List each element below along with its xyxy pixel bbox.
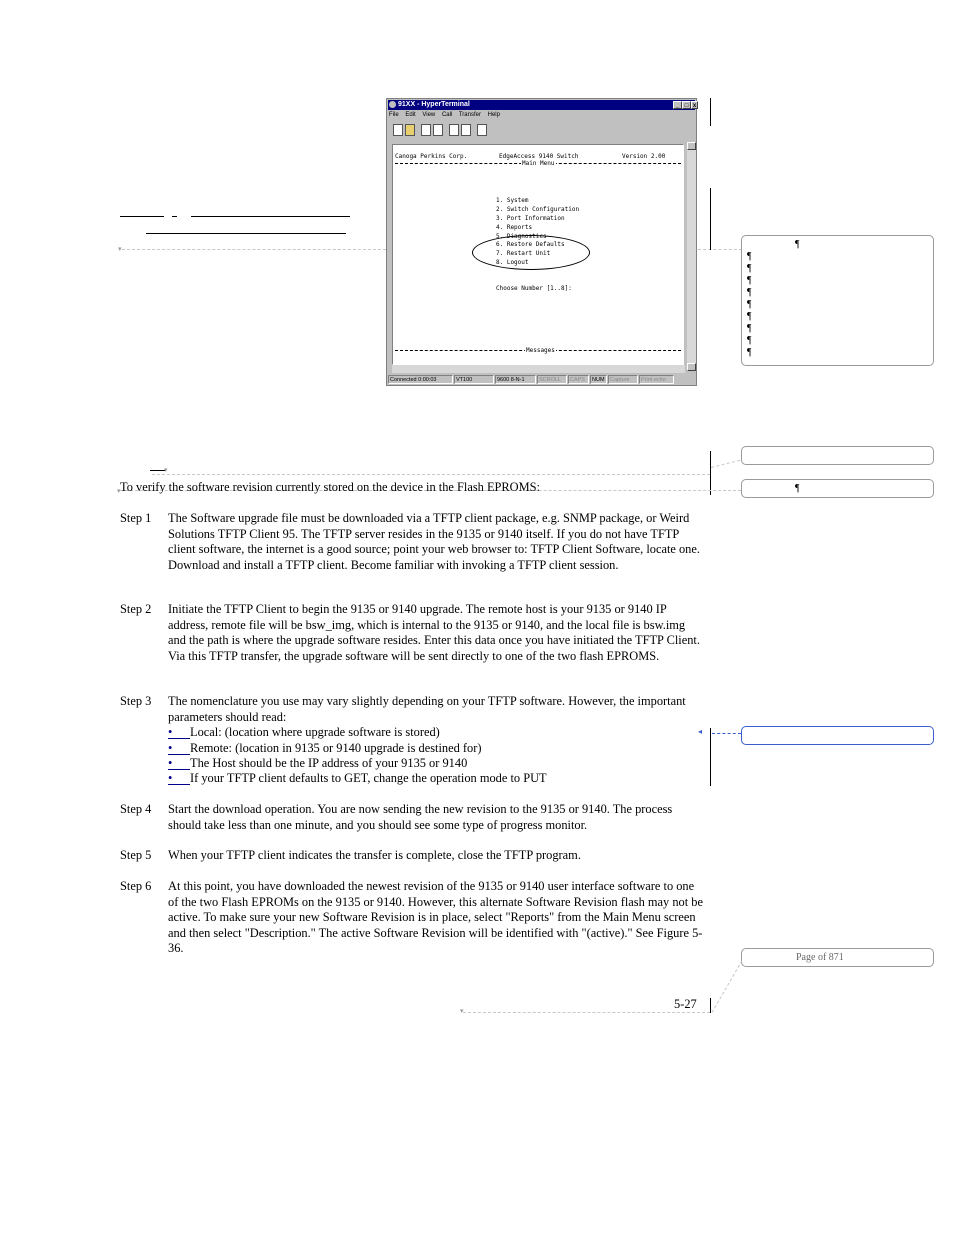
hyperterminal-window — [386, 98, 697, 386]
pilcrow-mark: ¶ — [747, 335, 752, 346]
left-rule — [191, 216, 350, 217]
bullet-icon: • — [168, 757, 190, 770]
terminal-company: Canoga Perkins Corp. — [395, 153, 468, 160]
status-caps: CAPS — [568, 375, 589, 384]
scroll-up-button[interactable] — [687, 142, 696, 150]
anchor-marker: ▾ — [164, 466, 168, 474]
pilcrow-mark: ¶ — [795, 483, 800, 494]
menu-option-reports: 4. Reports — [496, 224, 533, 231]
step-1-text: The Software upgrade file must be downloaded via a TFTP client package, e.g. SNMP package, or Weird Solutions TFTP Client 95. The TFTP server resides in the 9135 or 9140 itself. If you do not have TFTP client software, the internet is a good source; point your web browser to: TFTP Client Software, locate one. Download and install a TFTP client. Become familiar with invoking a TFTP client session. — [168, 511, 700, 572]
step-3-label: Step 3 — [120, 694, 152, 708]
horizontal-scrollbar[interactable] — [392, 365, 685, 373]
menu-option-switch-configuration: 2. Switch Configuration — [496, 206, 580, 213]
new-icon[interactable] — [393, 124, 403, 136]
status-capture: Capture — [608, 375, 638, 384]
comment-connector — [712, 733, 741, 734]
comment-connector — [463, 1012, 710, 1013]
anchor-arrow-icon: ◂ — [698, 727, 703, 736]
toolbar — [389, 121, 694, 139]
maximize-button[interactable]: □ — [682, 101, 691, 109]
step-5-text: When your TFTP client indicates the transfer is complete, close the TFTP program. — [168, 848, 581, 862]
pilcrow-mark: ¶ — [747, 347, 752, 358]
bullet-item — [168, 725, 440, 740]
left-rule — [172, 216, 177, 217]
menu-view[interactable]: View — [422, 112, 436, 118]
comment-connector — [698, 249, 742, 250]
pilcrow-mark: ¶ — [747, 299, 752, 310]
pilcrow-mark: ¶ — [795, 239, 800, 250]
step-2-label: Step 2 — [120, 602, 152, 616]
intro-paragraph: To verify the software revision currently stored on the device in the Flash EPROMS: — [120, 480, 540, 494]
change-bar — [710, 998, 711, 1013]
pilcrow-mark: ¶ — [747, 251, 752, 262]
bullet-icon: • — [168, 772, 190, 785]
comment-connector — [712, 960, 743, 1012]
comment-balloon[interactable] — [741, 446, 934, 465]
pilcrow-mark: ¶ — [747, 323, 752, 334]
bullet-text: Local: (location where upgrade software is stored) — [190, 725, 440, 739]
anchor-marker: ▾ — [460, 1007, 464, 1015]
bullet-item — [168, 771, 547, 786]
pilcrow-mark: ¶ — [747, 287, 752, 298]
close-button[interactable]: x — [692, 103, 697, 109]
menu-help[interactable]: Help — [487, 112, 500, 118]
step-2-text: Initiate the TFTP Client to begin the 9135 or 9140 upgrade. The remote host is your 9135 or 9140 IP address, remote file will be bsw_img, which is internal to the 9135 or 9140, and the local file is bsw.img and the path is where the upgrade software resides. Enter this data once you have initiated the TFTP Client. Via this TFTP transfer, the upgrade software will be sent directly to one of the two flash EPROMS. — [168, 602, 700, 663]
status-bar — [388, 374, 695, 385]
menu-option-restart-unit: 7. Restart Unit — [496, 250, 551, 257]
page-count-balloon[interactable] — [741, 948, 934, 967]
menu-file[interactable]: File — [389, 112, 399, 118]
minimize-button[interactable]: _ — [673, 101, 682, 109]
menu-option-restore-defaults: 6. Restore Defaults — [496, 241, 565, 248]
status-connected: Connected 0:00:03 — [388, 375, 453, 384]
step-4-label: Step 4 — [120, 802, 152, 816]
menu-option-logout: 8. Logout — [496, 259, 529, 266]
window-title-bar — [388, 100, 695, 110]
bullet-icon: • — [168, 726, 190, 739]
bullet-text: Remote: (location in 9135 or 9140 upgrade is destined for) — [190, 741, 482, 755]
bullet-text: If your TFTP client defaults to GET, change the operation mode to PUT — [190, 771, 547, 785]
page-number: 5-27 — [674, 997, 697, 1011]
status-settings: 9600 8-N-1 — [495, 375, 536, 384]
left-rule — [120, 216, 164, 217]
bullet-item — [168, 756, 467, 771]
anchor-marker: ▾ — [118, 245, 122, 253]
step-4-text: Start the download operation. You are now sending the new revision to the 9135 or 9140. The process should take less than one minute, and you should see some type of progress monitor. — [168, 802, 673, 832]
step-3-text: The nomenclature you use may vary slightly depending on your TFTP software. However, the important parameters should read: — [168, 694, 686, 724]
window-title: 91XX - HyperTerminal — [398, 101, 470, 108]
pilcrow-mark: ¶ — [747, 275, 752, 286]
change-bar — [710, 451, 711, 495]
menu-edit[interactable]: Edit — [405, 112, 416, 118]
step-5-label: Step 5 — [120, 848, 152, 862]
terminal-product: EdgeAccess 9140 Switch — [499, 153, 579, 160]
menu-call[interactable]: Call — [441, 112, 453, 118]
highlight-ellipse — [472, 235, 590, 270]
terminal-version: Version 2.00 — [622, 153, 666, 160]
terminal-menu-heading: Main Menu — [522, 160, 555, 167]
menu-bar — [389, 111, 505, 120]
vertical-scrollbar[interactable] — [687, 142, 696, 371]
left-rule — [146, 233, 346, 234]
bullet-text: The Host should be the IP address of your 9135 or 9140 — [190, 756, 468, 770]
receive-icon[interactable] — [461, 124, 471, 136]
bullet-icon: • — [168, 742, 190, 755]
step-6-label: Step 6 — [120, 879, 152, 893]
messages-label: Messages — [526, 347, 555, 354]
change-bar — [710, 728, 711, 786]
comment-connector — [711, 460, 740, 468]
status-terminal: VT100 — [454, 375, 494, 384]
status-print-echo: Print echo — [639, 375, 674, 384]
step-6-text: At this point, you have downloaded the newest revision of the 9135 or 9140 user interface software to one of the two Flash EPROMs on the 9135 or 9140. However, this alternate Software Revision flash may not be active. To make sure your new Software Revision is in place, select "Reports" from the Main Menu screen and then select "Description." The active Software Revision will be identified with "(active)." See Figure 5-36. — [168, 879, 703, 955]
comment-connector — [152, 474, 710, 475]
open-icon[interactable] — [405, 124, 415, 136]
disconnect-icon[interactable] — [433, 124, 443, 136]
status-num: NUM — [590, 375, 607, 384]
menu-option-port-information: 3. Port Information — [496, 215, 565, 222]
status-scroll: SCROLL — [537, 375, 567, 384]
anchor-marker: ▾ — [117, 487, 121, 495]
terminal-prompt: Choose Number [1..8]: — [496, 285, 572, 292]
menu-option-diagnostics: 5. Diagnostics — [496, 233, 547, 240]
menu-transfer[interactable]: Transfer — [458, 112, 481, 118]
send-icon[interactable] — [449, 124, 459, 136]
scroll-down-button[interactable] — [687, 363, 696, 371]
pilcrow-mark: ¶ — [747, 263, 752, 274]
step-1-label: Step 1 — [120, 511, 152, 525]
comment-balloon[interactable] — [741, 726, 934, 745]
pilcrow-mark: ¶ — [747, 311, 752, 322]
change-bar — [710, 188, 711, 250]
properties-icon[interactable] — [477, 124, 487, 136]
comment-balloon[interactable] — [741, 479, 934, 498]
comment-balloon[interactable] — [741, 235, 934, 366]
terminal-screen[interactable] — [392, 144, 684, 365]
connect-icon[interactable] — [421, 124, 431, 136]
bullet-item — [168, 741, 481, 756]
app-icon — [389, 101, 396, 108]
menu-option-system: 1. System — [496, 197, 529, 204]
comment-connector — [122, 249, 386, 250]
change-bar — [710, 98, 711, 126]
page-count-text: Page of 871 — [796, 952, 844, 963]
